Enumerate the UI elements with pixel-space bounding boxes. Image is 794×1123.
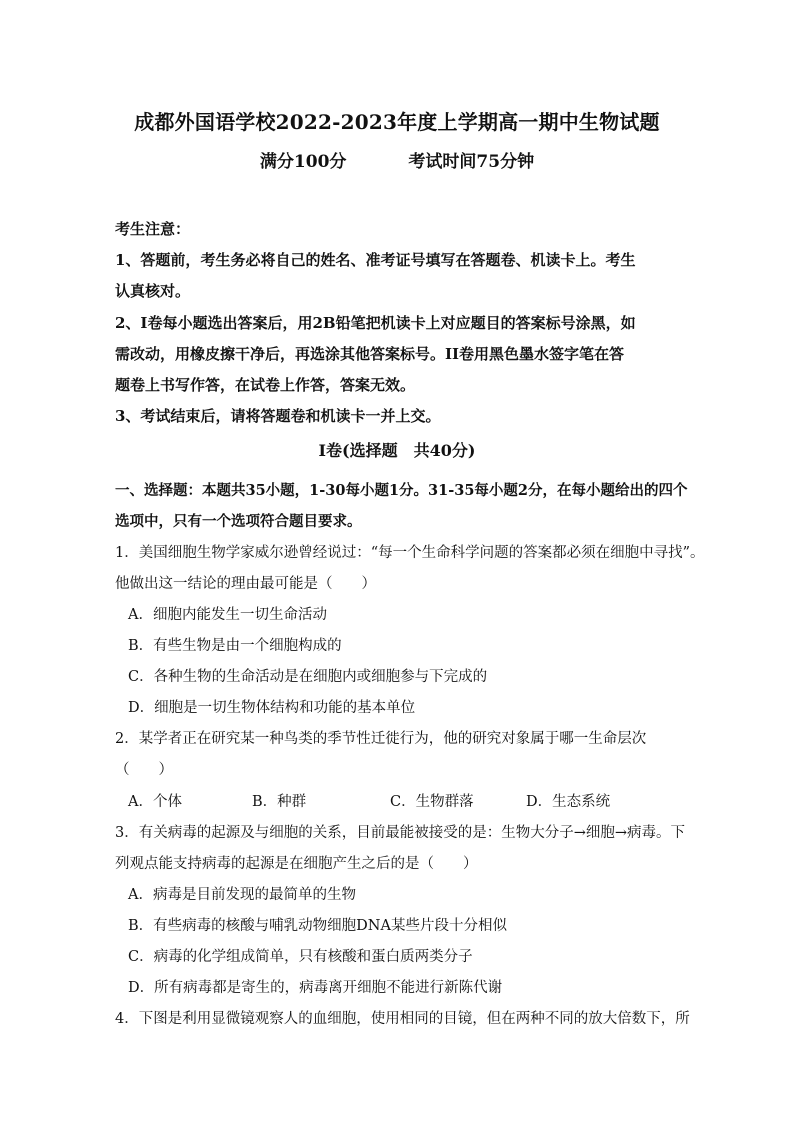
notice-line: 2、I卷每小题选出答案后，用2B铅笔把机读卡上对应题目的答案标号涂黑，如 bbox=[115, 314, 636, 332]
section-title: I卷(选择题 共40分) bbox=[318, 441, 476, 460]
exam-title: 成都外国语学校2022-2023年度上学期高一期中生物试题 bbox=[134, 110, 660, 134]
notice-line: 题卷上书写作答，在试卷上作答，答案无效。 bbox=[115, 376, 416, 394]
notice-line: 1、答题前，考生务必将自己的姓名、准考证号填写在答题卷、机读卡上。考生 bbox=[115, 251, 636, 269]
question-3-stem: 列观点能支持病毒的起源是在细胞产生之后的是（ ） bbox=[115, 856, 478, 872]
question-2-option-d: D．生态系统 bbox=[526, 794, 611, 810]
question-3-option-c: C．病毒的化学组成简单，只有核酸和蛋白质两类分子 bbox=[128, 949, 473, 965]
question-2-option-a: A．个体 bbox=[128, 794, 182, 810]
question-1-option-a: A．细胞内能发生一切生命活动 bbox=[128, 607, 327, 623]
exam-time: 考试时间75分钟 bbox=[408, 152, 535, 172]
question-1-option-b: B．有些生物是由一个细胞构成的 bbox=[128, 638, 342, 654]
question-3-stem: 3．有关病毒的起源及与细胞的关系，目前最能被接受的是：生物大分子→细胞→病毒。下 bbox=[115, 825, 686, 841]
question-1-stem: 他做出这一结论的理由最可能是（ ） bbox=[115, 576, 376, 592]
question-1-option-d: D．细胞是一切生物体结构和功能的基本单位 bbox=[128, 700, 416, 716]
question-2-option-b: B．种群 bbox=[252, 794, 307, 810]
section-instruction: 选项中，只有一个选项符合题目要求。 bbox=[115, 513, 362, 530]
section-instruction: 一、选择题：本题共35小题，1-30每小题1分。31-35每小题2分，在每小题给出的四个 bbox=[115, 482, 688, 499]
question-1-stem: 1．美国细胞生物学家威尔逊曾经说过：“每一个生命科学问题的答案都必须在细胞中寻找”。 bbox=[115, 545, 705, 561]
notice-heading: 考生注意： bbox=[115, 220, 191, 238]
notice-line: 需改动，用橡皮擦干净后，再选涂其他答案标号。II卷用黑色墨水签字笔在答 bbox=[115, 345, 625, 363]
question-2-option-c: C．生物群落 bbox=[390, 794, 474, 810]
question-3-option-d: D．所有病毒都是寄生的，病毒离开细胞不能进行新陈代谢 bbox=[128, 980, 503, 996]
question-3-option-a: A．病毒是目前发现的最简单的生物 bbox=[128, 887, 356, 903]
question-4-stem: 4．下图是利用显微镜观察人的血细胞，使用相同的目镜，但在两种不同的放大倍数下，所 bbox=[115, 1011, 690, 1027]
question-2-stem: 2．某学者正在研究某一种鸟类的季节性迁徙行为，他的研究对象属于哪一生命层次 bbox=[115, 731, 647, 747]
question-3-option-b: B．有些病毒的核酸与哺乳动物细胞DNA某些片段十分相似 bbox=[128, 918, 507, 934]
question-2-stem: （ ） bbox=[115, 762, 173, 778]
exam-meta bbox=[0, 147, 794, 172]
notice-line: 3、考试结束后，请将答题卷和机读卡一并上交。 bbox=[115, 407, 441, 425]
full-score: 满分100分 bbox=[259, 152, 347, 172]
question-1-option-c: C．各种生物的生命活动是在细胞内或细胞参与下完成的 bbox=[128, 669, 488, 685]
notice-line: 认真核对。 bbox=[115, 282, 191, 300]
